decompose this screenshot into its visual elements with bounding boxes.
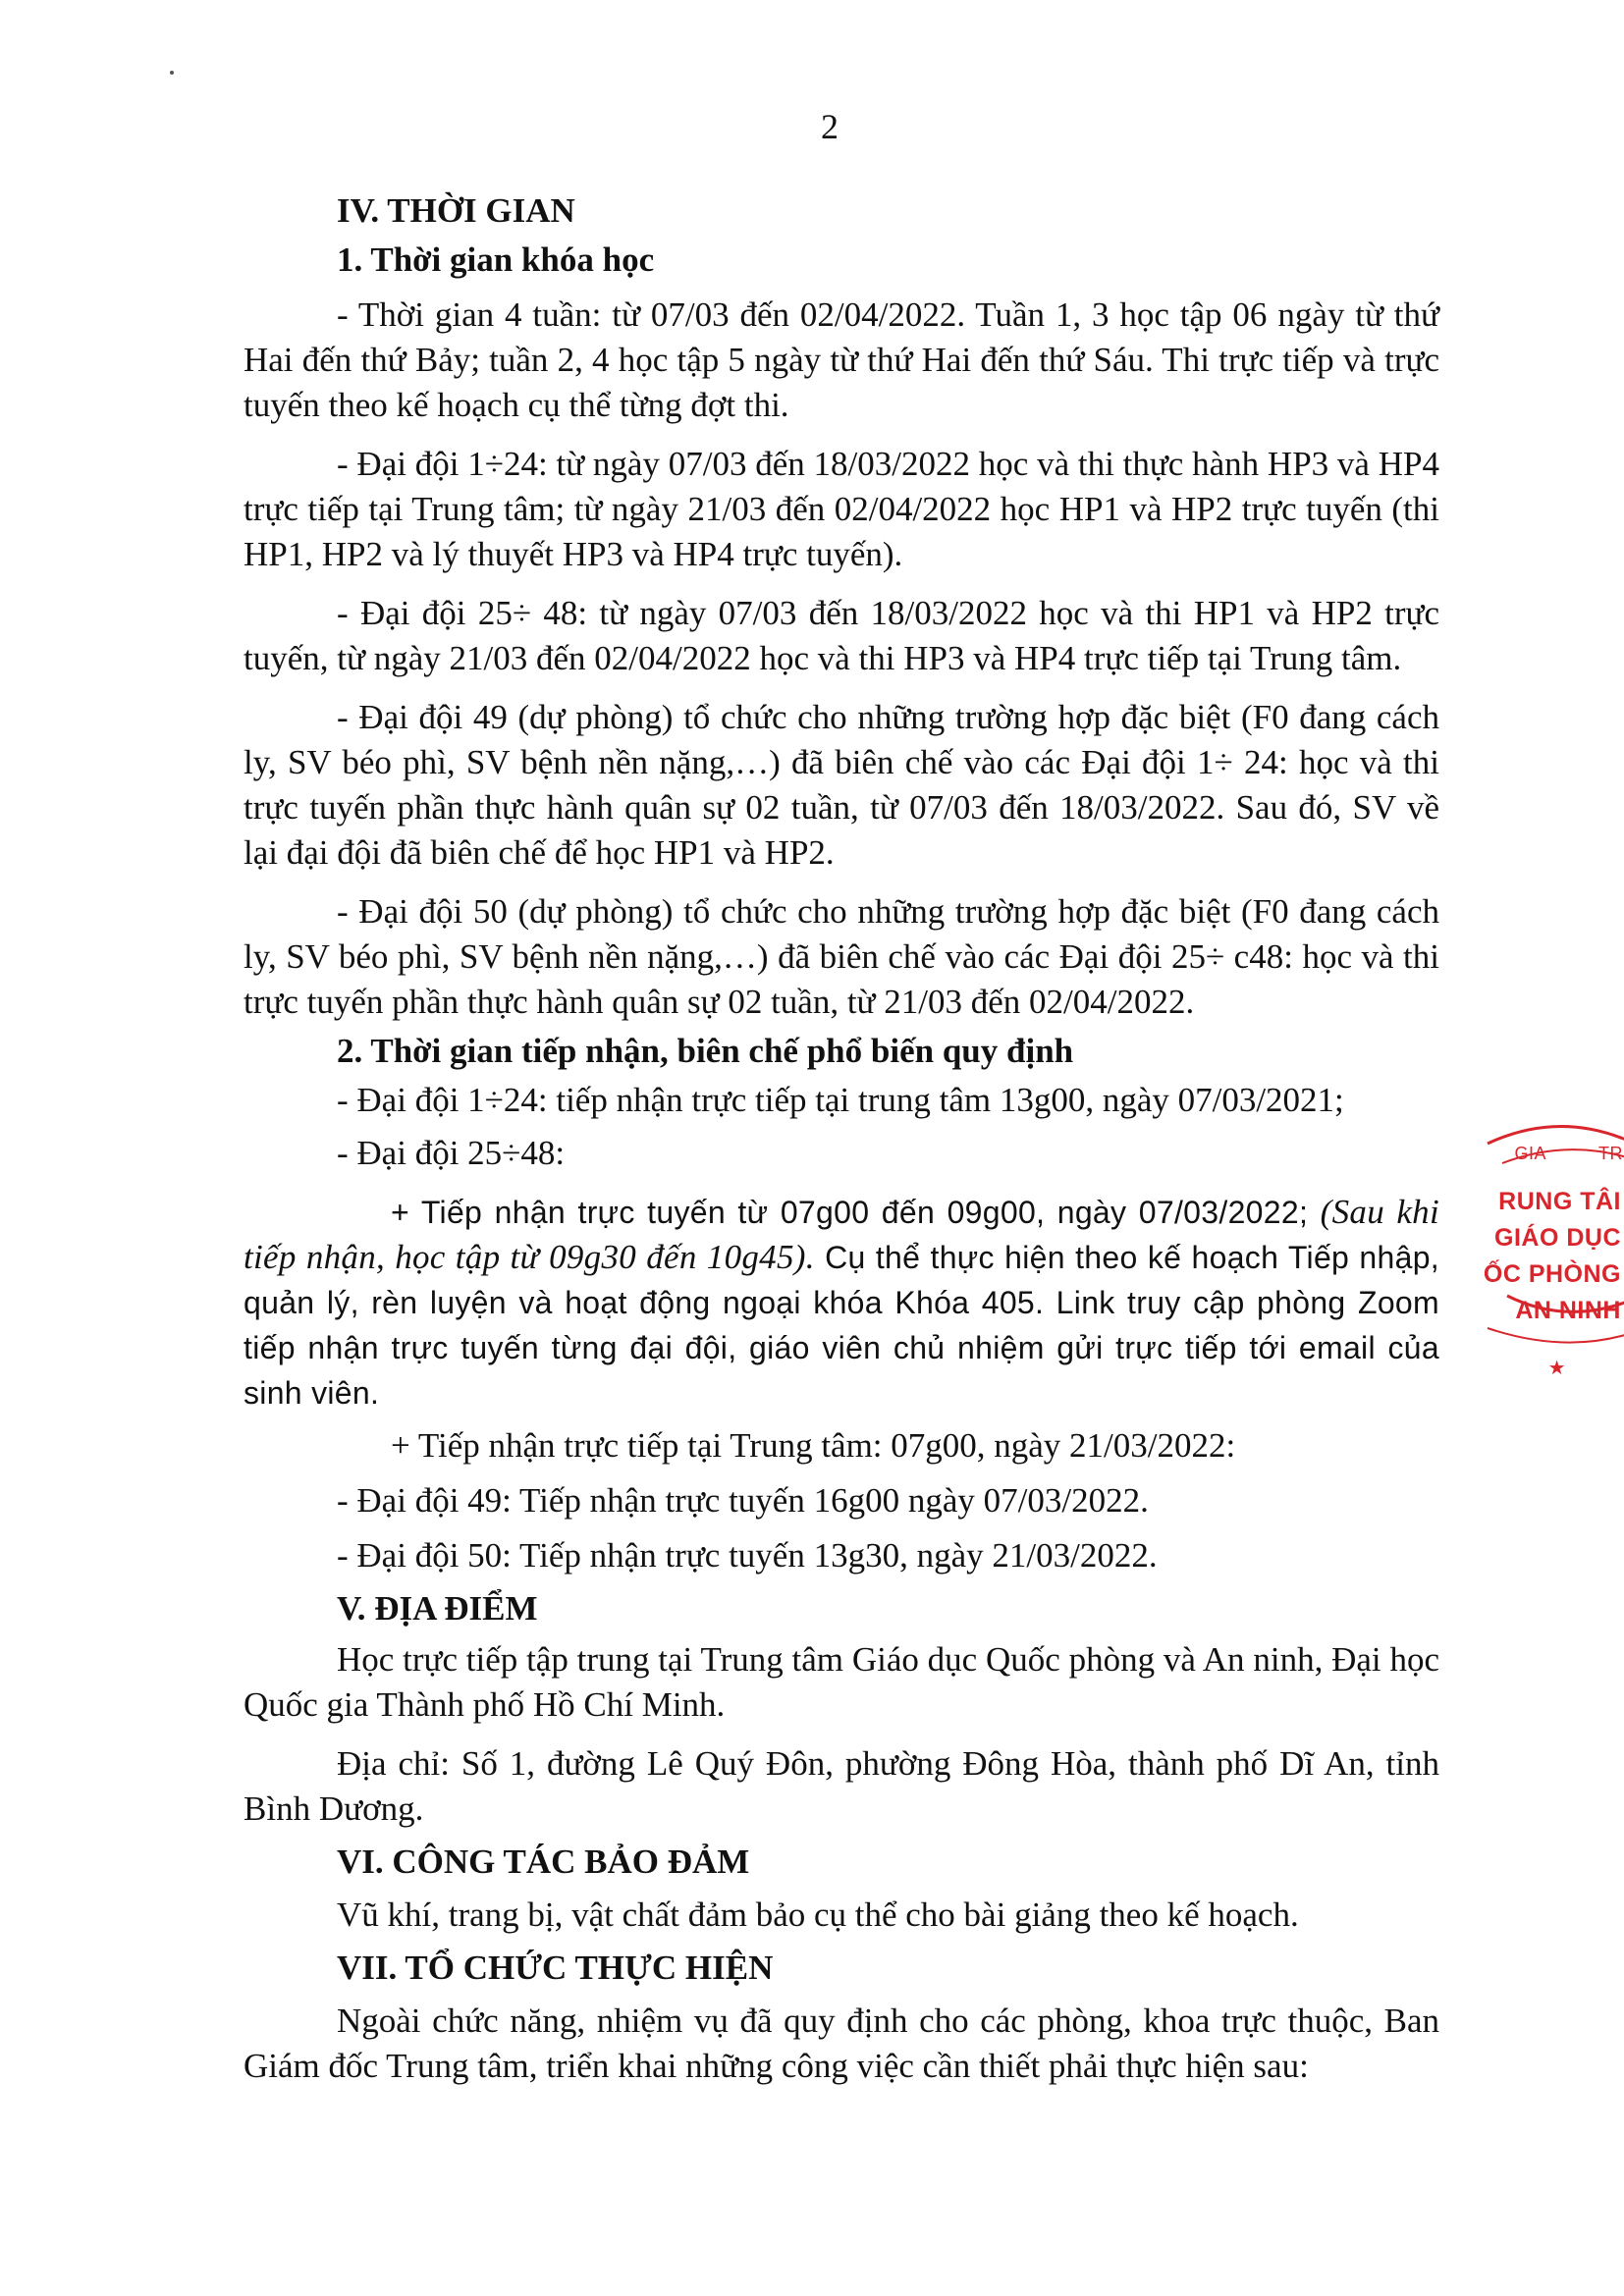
section-v-paragraph-1: Học trực tiếp tập trung tại Trung tâm Giáo dục Quốc phòng và An ninh, Đại học Quốc gia Thành phố Hồ Chí Minh. bbox=[244, 1640, 1439, 1724]
section-iv-heading: IV. THỜI GIAN bbox=[337, 191, 575, 230]
section-2-heading: 2. Thời gian tiếp nhận, biên chế phổ biến quy định bbox=[337, 1032, 1074, 1070]
seal-text-3: RUNG TÂI bbox=[1498, 1188, 1621, 1215]
section-2-paragraph-4: + Tiếp nhận trực tiếp tại Trung tâm: 07g00, ngày 21/03/2022: bbox=[391, 1426, 1236, 1465]
section-2-paragraph-1: - Đại đội 1÷24: tiếp nhận trực tiếp tại trung tâm 13g00, ngày 07/03/2021; bbox=[337, 1081, 1344, 1119]
section-2-paragraph-3-start: + Tiếp nhận trực tuyến từ 07g00 đến 09g00, ngày 07/03/2022; bbox=[391, 1195, 1321, 1230]
document-body bbox=[244, 188, 1439, 2103]
section-2-paragraph-5: - Đại đội 49: Tiếp nhận trực tuyến 16g00 ngày 07/03/2022. bbox=[337, 1481, 1149, 1520]
section-1-paragraph-1: - Thời gian 4 tuần: từ 07/03 đến 02/04/2022. Tuần 1, 3 học tập 06 ngày từ thứ Hai đến thứ Bảy; tuần 2, 4 học tập 5 ngày từ thứ Hai đến thứ Sáu. Thi trực tiếp và trực tuyến theo kế hoạch cụ thể từng đợt thi. bbox=[244, 295, 1439, 424]
section-v-heading: V. ĐỊA ĐIỂM bbox=[337, 1589, 538, 1628]
seal-text-4: GIÁO DỤC bbox=[1494, 1224, 1621, 1252]
section-vi-heading: VI. CÔNG TÁC BẢO ĐẢM bbox=[337, 1842, 750, 1881]
section-1-paragraph-2: - Đại đội 1÷24: từ ngày 07/03 đến 18/03/2022 học và thi thực hành HP3 và HP4 trực tiếp tại Trung tâm; từ ngày 21/03 đến 02/04/2022 học HP1 và HP2 trực tuyến (thi HP1, HP2 và lý thuyết HP3 và HP4 trực tuyến). bbox=[244, 445, 1439, 573]
section-2-paragraph-6: - Đại đội 50: Tiếp nhận trực tuyến 13g30, ngày 21/03/2022. bbox=[337, 1536, 1158, 1575]
section-1-paragraph-4: - Đại đội 49 (dự phòng) tổ chức cho những trường hợp đặc biệt (F0 đang cách ly, SV béo phì, SV bệnh nền nặng,…) đã biên chế vào các Đại đội 1÷ 24: học và thi trực tuyến phần thực hành quân sự 02 tuần, từ 07/03 đến 18/03/2022. Sau đó, SV về lại đại đội đã biên chế để học HP1 và HP2. bbox=[244, 698, 1439, 872]
section-vii-heading: VII. TỔ CHỨC THỰC HIỆN bbox=[337, 1949, 774, 1987]
section-1-paragraph-3: - Đại đội 25÷ 48: từ ngày 07/03 đến 18/03/2022 học và thi HP1 và HP2 trực tuyến, từ ngày 21/03 đến 02/04/2022 học và thi HP3 và HP4 trực tiếp tại Trung tâm. bbox=[244, 594, 1439, 677]
section-2-paragraph-3-end: Cụ thể thực hiện theo kế hoạch Tiếp nhập, quản lý, rèn luyện và hoạt động ngoại khóa Khóa 405. Link truy cập phòng Zoom tiếp nhận trực tuyến từng đại đội, giáo viên chủ nhiệm gửi trực tiếp tới email của sinh viên. bbox=[244, 1240, 1439, 1411]
section-vi-paragraph-1: Vũ khí, trang bị, vật chất đảm bảo cụ thể cho bài giảng theo kế hoạch. bbox=[337, 1896, 1299, 1934]
section-1-heading: 1. Thời gian khóa học bbox=[337, 240, 655, 279]
section-1-paragraph-5: - Đại đội 50 (dự phòng) tổ chức cho những trường hợp đặc biệt (F0 đang cách ly, SV béo phì, SV bệnh nền nặng,…) đã biên chế vào các Đại đội 25÷ c48: học và thi trực tuyến phần thực hành quân sự 02 tuần, từ 21/03 đến 02/04/2022. bbox=[244, 892, 1439, 1021]
section-vii-paragraph-1: Ngoài chức năng, nhiệm vụ đã quy định cho các phòng, khoa trực thuộc, Ban Giám đốc Trung tâm, triển khai những công việc cần thiết phải thực hiện sau: bbox=[244, 2002, 1439, 2085]
seal-text-5: ỐC PHÒNG bbox=[1483, 1260, 1621, 1288]
page-number: 2 bbox=[821, 107, 839, 146]
seal-text-2: TR bbox=[1598, 1144, 1623, 1163]
official-seal-fragment bbox=[1468, 1114, 1624, 1379]
star-icon: ★ bbox=[1547, 1358, 1566, 1379]
section-2-paragraph-3 bbox=[244, 1190, 1439, 1415]
section-2-paragraph-2: - Đại đội 25÷48: bbox=[337, 1134, 566, 1172]
scan-speck bbox=[170, 71, 174, 75]
section-2-paragraph-3-italic: (Sau khi tiếp nhận, học tập từ 09g30 đến 10g45). bbox=[244, 1193, 1439, 1276]
seal-text-6: AN NINH bbox=[1515, 1297, 1621, 1324]
seal-text-1: GIA bbox=[1514, 1144, 1546, 1163]
section-v-paragraph-2: Địa chỉ: Số 1, đường Lê Quý Đôn, phường Đông Hòa, thành phố Dĩ An, tỉnh Bình Dương. bbox=[244, 1744, 1439, 1828]
